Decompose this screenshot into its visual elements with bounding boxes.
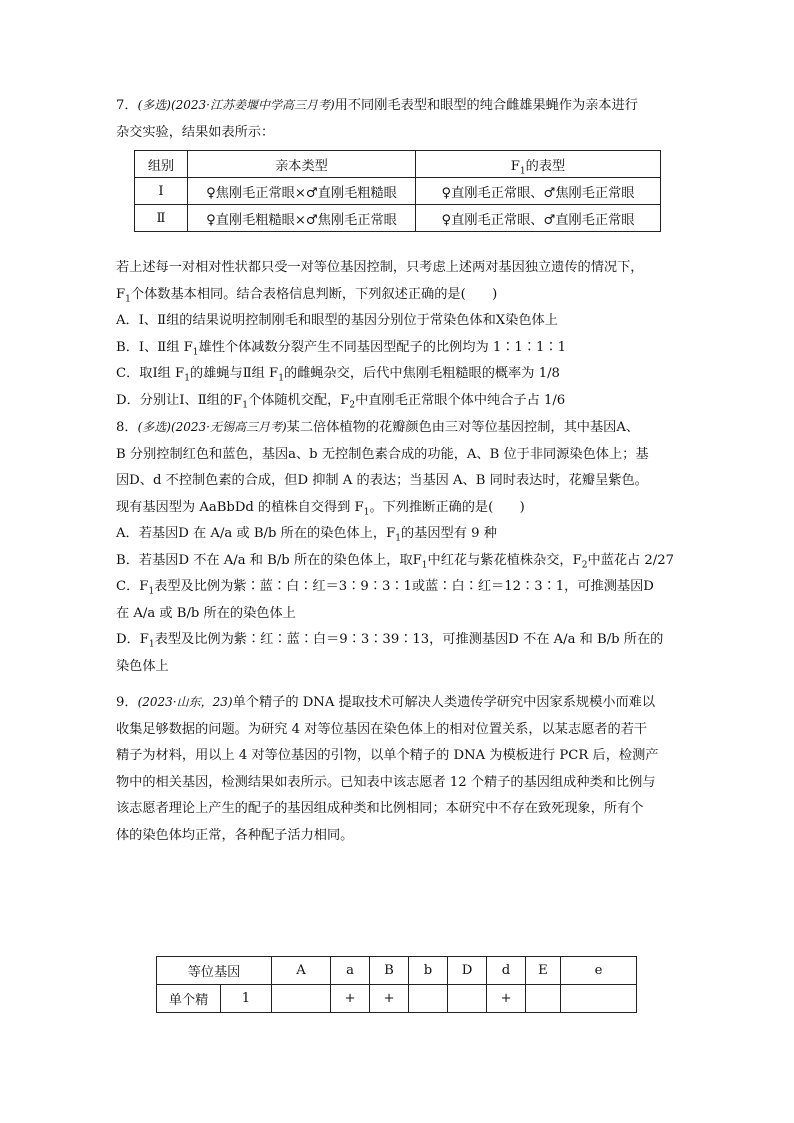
table-cell: + [487, 985, 526, 1013]
q8-line1: 8．(多选)(2023·无锡高三月考)某二倍体植物的花瓣颜色由三对等位基因控制，其中基因A、 [116, 420, 640, 435]
q7-table-header-group: 组别 [135, 151, 188, 178]
q7-option-d: D．分别让Ⅰ、Ⅱ组的$F_1$个体随机交配，$F_2$中直刚毛正常眼个体中纯合子占 1/6 [116, 392, 566, 411]
table-cell [561, 985, 637, 1013]
q9-table-header-label: 等位基因 [157, 957, 272, 985]
q8-option-c: C．$F_1$表型及比例为紫∶蓝∶白∶红＝3∶9∶3∶1或蓝∶白∶红＝12∶3∶1，可推测基因D [116, 579, 654, 597]
q7-stem-line1: 用不同刚毛表型和眼型的纯合雌雄果蝇作为亲本进行 [334, 98, 638, 113]
q7-source: (2023·江苏姜堰中学高三月考) [170, 98, 335, 112]
q9-row-label: 单个精 [157, 985, 221, 1013]
table-cell: ♀直刚毛粗糙眼×♂焦刚毛正常眼 [188, 205, 416, 232]
q9-line5: 该志愿者理论上产生的配子的基因组成种类和比例相同；本研究中不存在致死现象，所有个 [116, 801, 644, 816]
table-cell: ♀直刚毛正常眼、♂焦刚毛正常眼 [416, 178, 661, 205]
q7-option-c: C．取Ⅰ组 $F_1$的雄蝇与Ⅱ组 $F_1$的雌蝇杂交，后代中焦刚毛粗糙眼的概率为 1/8 [116, 366, 560, 384]
table-cell: Ⅱ [135, 205, 188, 232]
table-cell [272, 985, 331, 1013]
table-row [135, 205, 661, 232]
q9-line6: 体的染色体均正常，各种配子活力相同。 [116, 827, 354, 843]
table-row [157, 957, 637, 985]
q8-option-a: A．若基因D 在 A/a 或 B/b 所在的染色体上，$F_1$的基因型有 9 种 [116, 526, 497, 544]
q8-option-d: D．$F_1$表型及比例为紫∶红∶蓝∶白＝9∶3∶39∶13，可推测基因D 不在 A/a 和 B/b 所在的 [116, 632, 664, 650]
table-cell [448, 985, 487, 1013]
q9-line3: 精子为材料，用以上 4 对等位基因的引物，以单个精子的 DNA 为模板进行 PCR 后，检测产 [116, 748, 659, 763]
q9-table [156, 956, 637, 1013]
q9-line4: 物中的相关基因，检测结果如表所示。已知表中该志愿者 12 个精子的基因组成种类和比例与 [116, 774, 656, 790]
gene-header: E [526, 957, 561, 985]
table-cell: ♀直刚毛正常眼、♂直刚毛正常眼 [416, 205, 661, 232]
gene-header: d [487, 957, 526, 985]
q7-table [134, 150, 661, 232]
table-cell: + [370, 985, 409, 1013]
q7-table-header-parents: 亲本类型 [188, 151, 416, 178]
table-cell: ♀焦刚毛正常眼×♂直刚毛粗糙眼 [188, 178, 416, 205]
gene-header: e [561, 957, 637, 985]
q9-line1: 9．(2023·山东，23)单个精子的 DNA 提取技术可解决人类遗传学研究中因家系规模小而难以 [116, 695, 656, 710]
q9-line2: 收集足够数据的问题。为研究 4 对等位基因在染色体上的相对位置关系，以某志愿者的若干 [116, 721, 648, 737]
q7-after-line2: $F_1$个体数基本相同。结合表格信息判断，下列叙述正确的是( ) [116, 286, 498, 305]
q7-stem [116, 92, 680, 146]
q8-option-d-line2: 染色体上 [116, 658, 169, 674]
q9 [116, 689, 680, 849]
q9-row-number: 1 [221, 985, 272, 1013]
table-cell: + [331, 985, 370, 1013]
q7-stem-line2: 杂交实验，结果如表所示： [116, 124, 275, 140]
table-cell: Ⅰ [135, 178, 188, 205]
q8 [116, 414, 680, 680]
q8-line4: 现有基因型为 AaBbDd 的植株自交得到 $F_1$。下列推断正确的是( ) [116, 499, 525, 518]
table-row [135, 178, 661, 205]
q7-body [116, 255, 680, 414]
q7-tag: (多选) [137, 98, 171, 112]
q7-table-header-f1: $F_1$的表型 [416, 151, 661, 178]
table-cell [526, 985, 561, 1013]
gene-header: A [272, 957, 331, 985]
q8-line3: 因D、d 不控制色素的合成，但D 抑制 A 的表达；当基因 A、B 同时表达时，花瓣呈紫色。 [116, 473, 648, 488]
q8-option-b: B．若基因D 不在 A/a 和 B/b 所在的染色体上，取$F_1$中红花与紫花植株杂交，$F_2$中蓝花占 2/27 [116, 552, 675, 571]
gene-header: b [409, 957, 448, 985]
gene-header: D [448, 957, 487, 985]
table-row [157, 985, 637, 1013]
q7-after-line1: 若上述每一对相对性状都只受一对等位基因控制，只考虑上述两对基因独立遗传的情况下， [116, 260, 644, 275]
gene-header: B [370, 957, 409, 985]
q7-option-b: B．Ⅰ、Ⅱ组 $F_1$雄性个体减数分裂产生不同基因型配子的比例均为 1∶1∶1∶1 [116, 339, 566, 358]
q7-number: 7． [116, 98, 138, 113]
q8-line2: B 分别控制红色和蓝色，基因a、b 无控制色素合成的功能，A、B 位于非同源染色体上；基 [116, 446, 649, 462]
gene-header: a [331, 957, 370, 985]
q7-option-a: A．Ⅰ、Ⅱ组的结果说明控制刚毛和眼型的基因分别位于常染色体和X染色体上 [116, 313, 558, 328]
q8-option-c-line2: 在 A/a 或 B/b 所在的染色体上 [116, 605, 296, 621]
table-cell [409, 985, 448, 1013]
table-row [135, 151, 661, 178]
